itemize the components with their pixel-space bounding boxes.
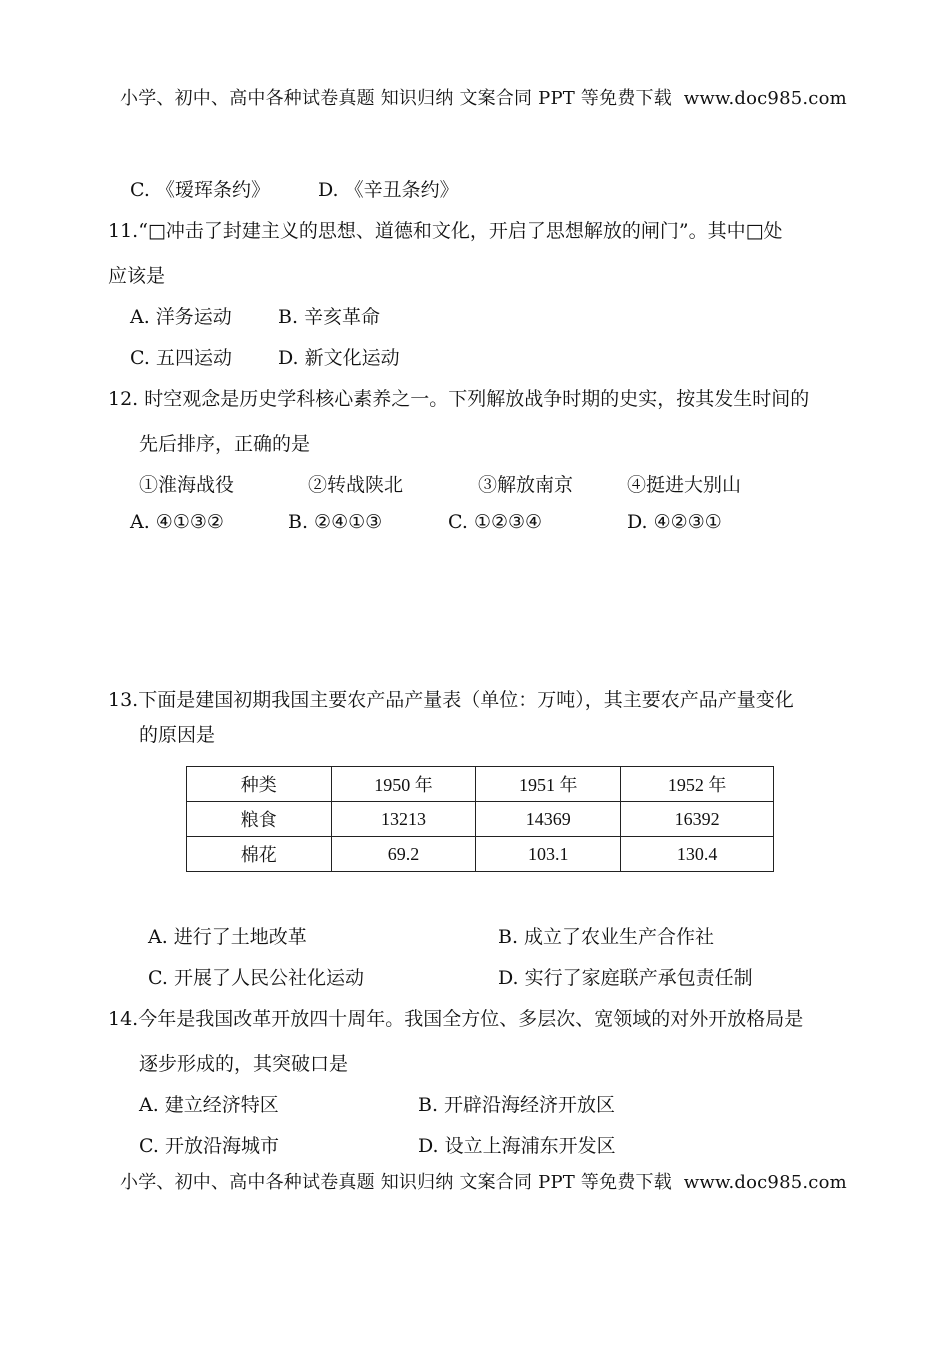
q11-stem-line2: 应该是 (108, 265, 166, 287)
q14-stem-line1: 14.今年是我国改革开放四十周年。我国全方位、多层次、宽领域的对外开放格局是 (108, 1008, 804, 1030)
q14-option-d: D. 设立上海浦东开发区 (418, 1135, 616, 1157)
q14-stem-line2: 逐步形成的，其突破口是 (139, 1053, 349, 1075)
production-table (186, 766, 774, 872)
table-cell: 103.1 (476, 837, 621, 872)
table-row (187, 802, 774, 837)
q14-option-a: A. 建立经济特区 (139, 1094, 279, 1116)
q12-item-1: ①淮海战役 (139, 474, 235, 496)
q12-option-b: B. ②④①③ (288, 511, 383, 533)
q12-item-2: ②转战陕北 (308, 474, 404, 496)
q14-option-b: B. 开辟沿海经济开放区 (418, 1094, 616, 1116)
q11-option-d: D. 新文化运动 (278, 347, 400, 369)
table-cell: 130.4 (621, 837, 774, 872)
q11-option-a: A. 洋务运动 (130, 306, 232, 328)
q12-option-a: A. ④①③② (130, 511, 224, 533)
q13-option-a: A. 进行了土地改革 (148, 926, 307, 948)
table-header-cell: 1952 年 (621, 767, 774, 802)
q11-option-c: C. 五四运动 (130, 347, 232, 369)
page-footer (120, 1168, 847, 1194)
table-cell: 粮食 (187, 802, 332, 837)
q14-option-c: C. 开放沿海城市 (139, 1135, 279, 1157)
q13-stem-line2: 的原因是 (139, 724, 216, 746)
table-header-cell: 1950 年 (331, 767, 476, 802)
q12-item-3: ③解放南京 (478, 474, 574, 496)
table-cell: 14369 (476, 802, 621, 837)
q13-stem-line1: 13.下面是建国初期我国主要农产品产量表（单位：万吨），其主要农产品产量变化 (108, 689, 794, 711)
q12-option-c: C. ①②③④ (448, 511, 543, 533)
table-header-cell: 种类 (187, 767, 332, 802)
q13-option-b: B. 成立了农业生产合作社 (498, 926, 715, 948)
table-cell: 16392 (621, 802, 774, 837)
footer-url: www.doc985.com (683, 1172, 847, 1193)
table-header-cell: 1951 年 (476, 767, 621, 802)
q12-item-4: ④挺进大别山 (627, 474, 742, 496)
q13-option-c: C. 开展了人民公社化运动 (148, 967, 364, 989)
table-header-row (187, 767, 774, 802)
table-row (187, 837, 774, 872)
table-cell: 棉花 (187, 837, 332, 872)
q13-option-d: D. 实行了家庭联产承包责任制 (498, 967, 753, 989)
table-cell: 69.2 (331, 837, 476, 872)
q10-option-c: C. 《瑷珲条约》 (130, 179, 270, 201)
q11-option-b: B. 辛亥革命 (278, 306, 381, 328)
q12-stem-line1: 12. 时空观念是历史学科核心素养之一。下列解放战争时期的史实，按其发生时间的 (108, 388, 810, 410)
q12-option-d: D. ④②③① (627, 511, 722, 533)
page-header (120, 84, 847, 110)
q10-option-d: D. 《辛丑条约》 (318, 179, 459, 201)
header-url: www.doc985.com (683, 88, 847, 109)
q11-stem-line1: 11.“□冲击了封建主义的思想、道德和文化，开启了思想解放的闸门”。其中□处 (108, 220, 783, 242)
footer-text: 小学、初中、高中各种试卷真题 知识归纳 文案合同 PPT 等免费下载 (120, 1172, 672, 1193)
q12-stem-line2: 先后排序，正确的是 (139, 433, 311, 455)
table-cell: 13213 (331, 802, 476, 837)
header-text: 小学、初中、高中各种试卷真题 知识归纳 文案合同 PPT 等免费下载 (120, 88, 672, 109)
